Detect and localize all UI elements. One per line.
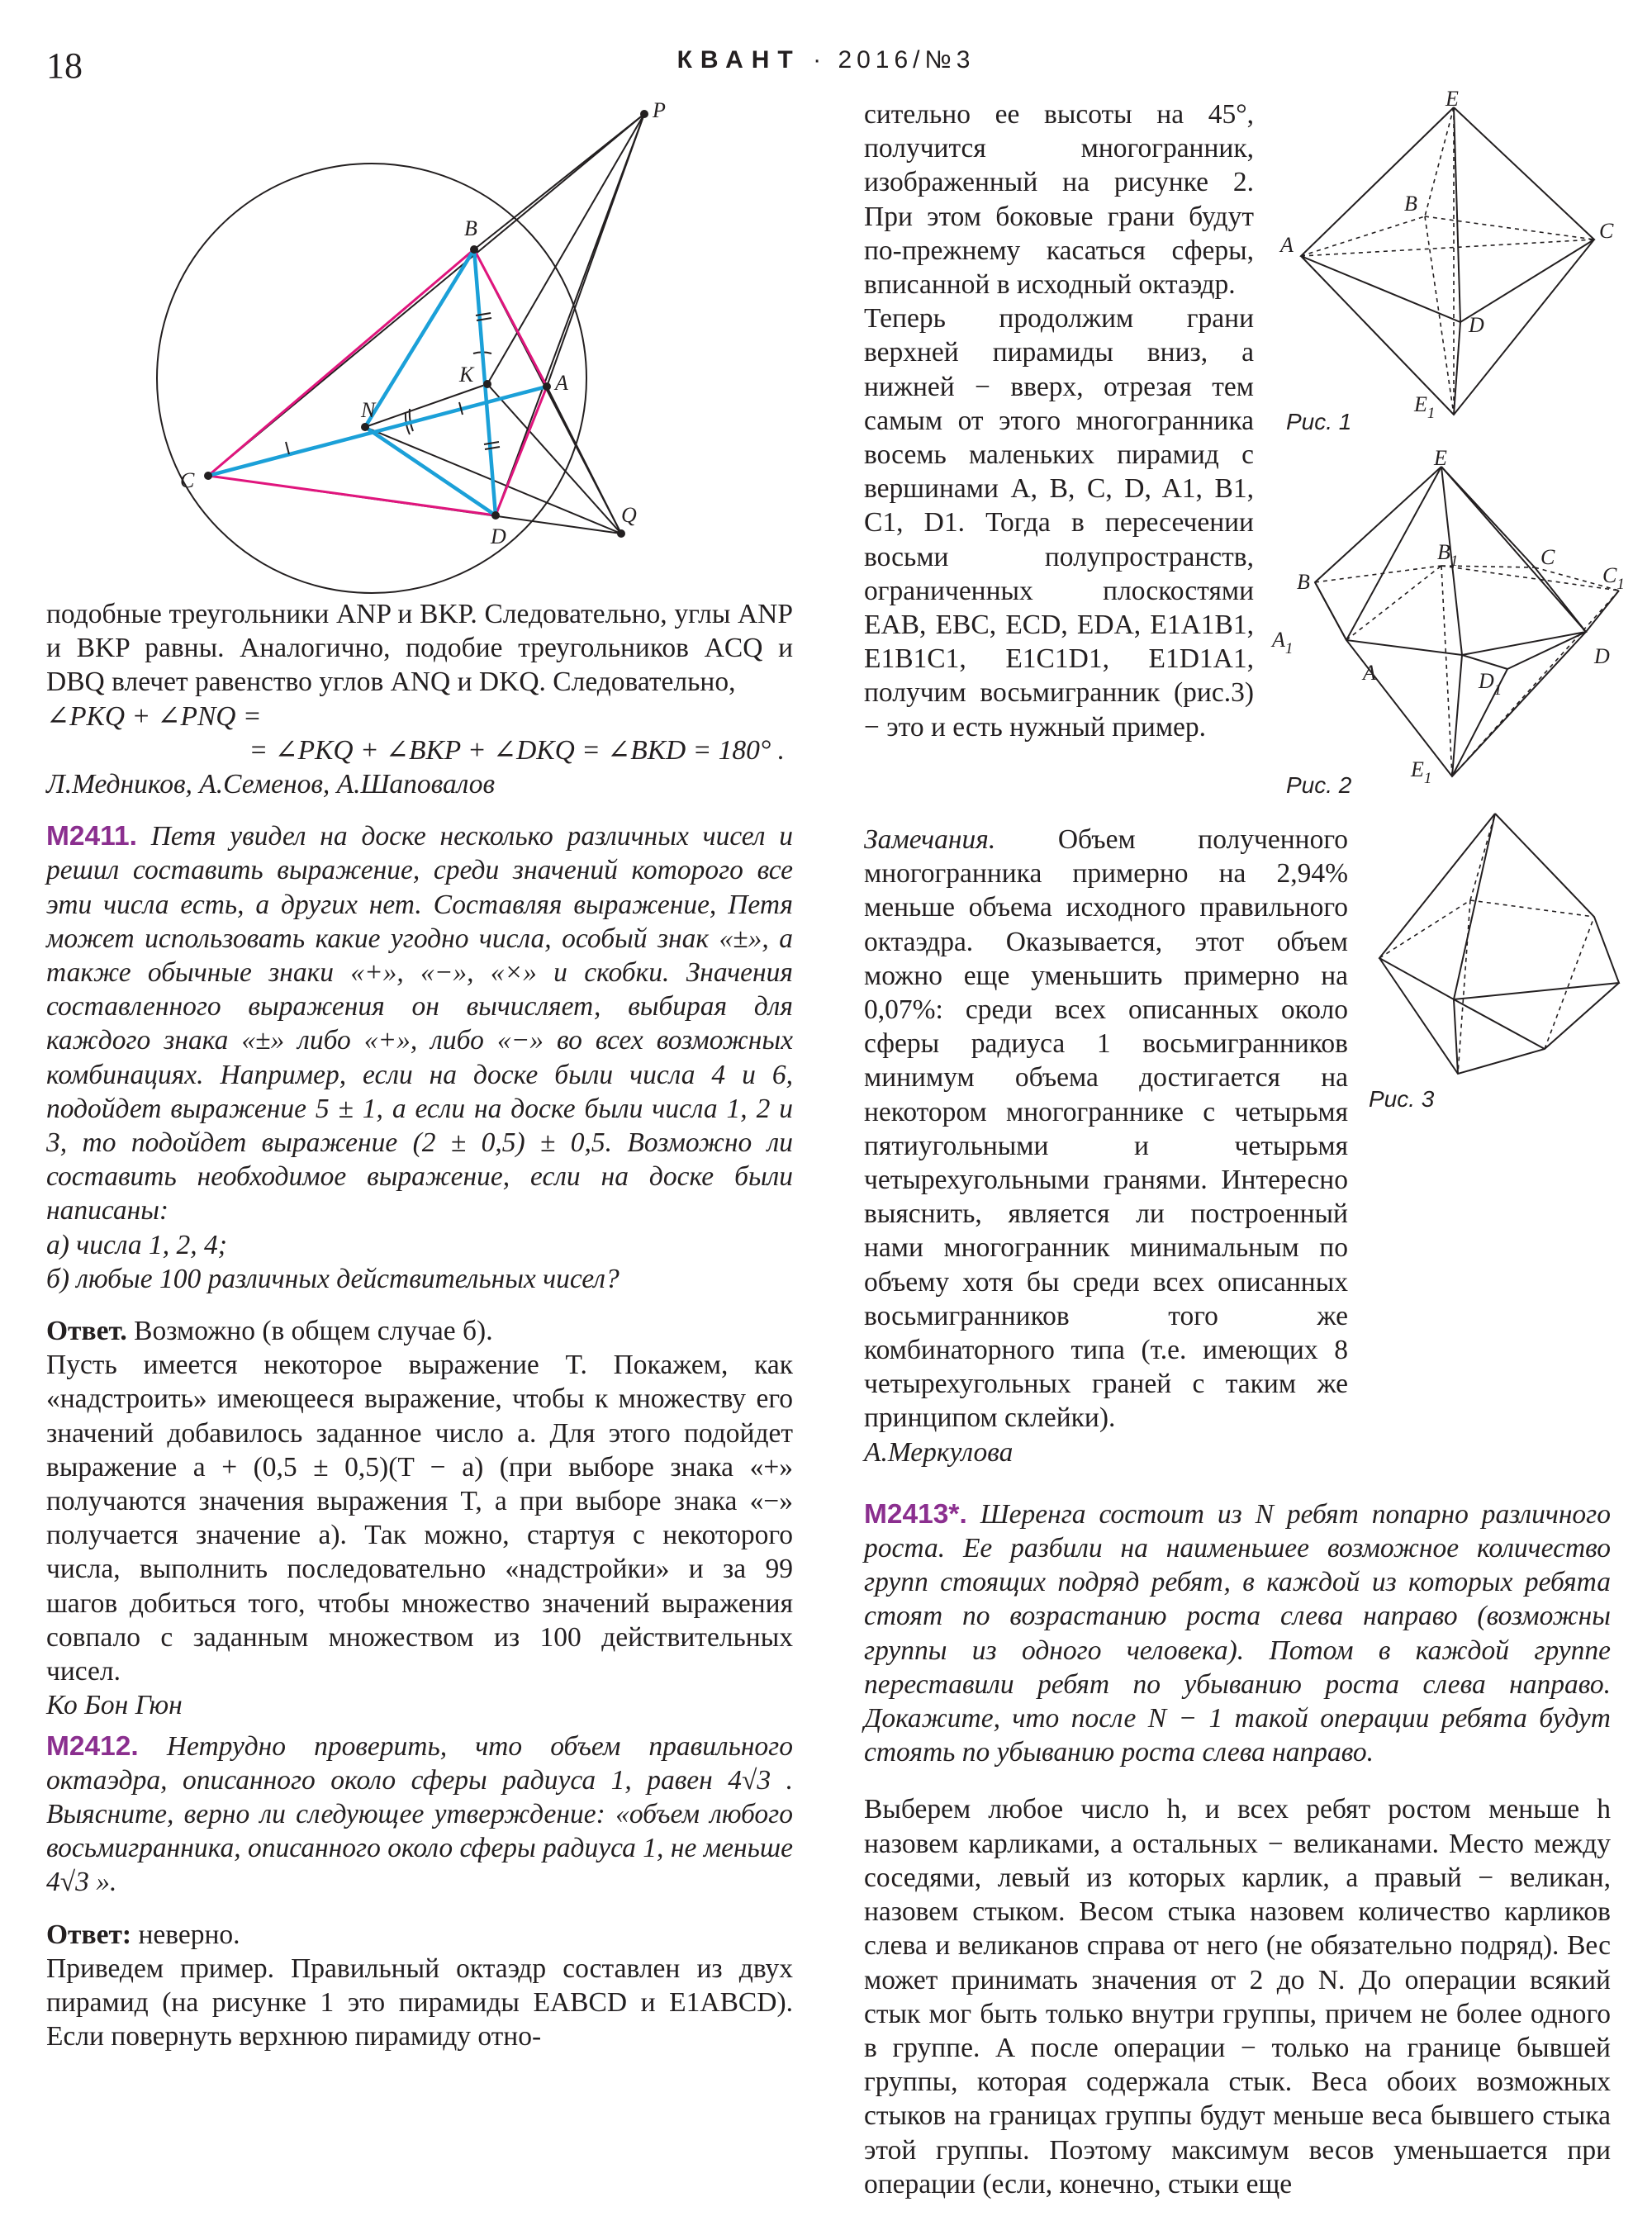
label-N: N xyxy=(361,398,376,422)
octa1-label-C: C xyxy=(1599,219,1614,243)
octa2-label-C: C xyxy=(1540,545,1555,569)
octa1-label-E: E xyxy=(1446,87,1459,111)
octa2-EA1 xyxy=(1346,467,1441,640)
left-column xyxy=(46,597,793,2053)
octahedron-figure-2 xyxy=(1272,446,1635,789)
caption-fig3: Рис. 3 xyxy=(1369,1086,1435,1112)
signature-2: Ко Бон Гюн xyxy=(46,1690,183,1721)
octa1-label-D: D xyxy=(1469,313,1484,337)
octa2-AE1 xyxy=(1452,655,1462,776)
magazine-title: КВАНТ xyxy=(676,46,801,74)
segment-ND xyxy=(365,427,496,515)
answer-1 xyxy=(46,1314,793,1348)
problem-m2411-label: M2411. xyxy=(46,821,137,852)
point-B xyxy=(470,245,478,254)
label-C: C xyxy=(180,468,195,492)
octa2-A1B1-dashed xyxy=(1346,566,1441,640)
octa2-label-E1: $E_1$ xyxy=(1411,757,1432,787)
octa2-AD1 xyxy=(1462,655,1507,669)
circle-figure xyxy=(165,99,702,562)
segment-NB xyxy=(365,249,474,427)
right-column-lower xyxy=(864,823,1611,2201)
right-paragraph-2: Теперь продолжим грани верхней пирамиды вниз, а нижней − вверх, отрезая тем самым от этого многогранника восемь маленьких пирамид с вершинами A, B, C, D, A1, B1, C1, D1. Тогда в пересечении восьми полупространств, ограниченных плоскостями EAB, EBC, ECD, EDA, E1A1B1, E1B1C1, E1C1D1, E1D1A1, получим восьмигранник (рис.3) − это и есть нужный пример. xyxy=(864,303,1254,743)
octa1-label-A: A xyxy=(1280,233,1294,257)
remarks-text: Объем полученного многогранника примерно на 2,94% меньше объема исходного правильного октаэдра. Оказывается, этот объем можно еще уменьшить примерно на 0,07%: среди всех описанных около сферы радиуса 1 восьмигранников минимум объема достигается на некотором многограннике с четырьмя пятиугольными и четырьмя четырехугольными гранями. Интересно выяснить, является ли построенный нами многогранник минимальным по объему хотя бы среди всех описанных восьмигранников того же комбинаторного типа (т.е. имеющих 8 четырехугольных граней с таким же принципом склейки). xyxy=(864,824,1348,1434)
label-D: D xyxy=(491,524,506,548)
label-A: A xyxy=(555,371,568,395)
problem-m2411-text: Петя увидел на доске несколько различных чисел и решил составить выражение, среди значений которого все эти числа есть, а других нет. Составляя выражение, Петя может использовать какие угодно числа, особый знак «±», а также обычные знаки «+», «−», «×» и скобки. Значения составленного выражения он вычисляет, выбирая для каждого знака «±» либо «+», либо «−» во всех возможных комбинациях. Например, если на доске были числа 4 и 6, подойдет выражение 5 ± 1, а если на доске были числа 1, 2 и 3, то подойдет выражение (2 ± 0,5) ± 0,5. Возможно ли составить необходимое выражение, если на доске были написаны: xyxy=(46,821,793,1227)
octa2-label-D: D xyxy=(1594,644,1610,668)
running-header xyxy=(0,46,1652,74)
octa2-label-D1: $D_1$ xyxy=(1479,669,1502,699)
point-K xyxy=(483,380,491,388)
point-C xyxy=(204,472,212,480)
angle-arc-N xyxy=(410,409,413,431)
problem-m2412-label: M2412. xyxy=(46,1730,139,1762)
right-paragraph-1: сительно ее высоты на 45°, получится многогранник, изображенный на рисунке 2. При этом боковые грани будут по-прежнему касаться сферы, вписанной в исходный октаэдр. xyxy=(864,99,1254,301)
label-P: P xyxy=(653,98,666,122)
issue-number: 2016/№3 xyxy=(838,46,976,74)
problem-m2411-b: б) любые 100 различных действительных чисел? xyxy=(46,1263,620,1294)
octa1-label-B: B xyxy=(1404,192,1417,216)
octa1-ED xyxy=(1454,107,1460,322)
answer-2-text: неверно. xyxy=(138,1919,240,1950)
octa2-label-A: A xyxy=(1363,661,1376,685)
header-separator: · xyxy=(813,46,827,74)
answer-1-label: Ответ. xyxy=(46,1316,127,1347)
octa2-label-C1: $C_1$ xyxy=(1602,563,1625,593)
left-paragraph-1: подобные треугольники ANP и BKP. Следовательно, углы ANP и BKP равны. Аналогично, подобие треугольников ACQ и DBQ влечет равенство углов ANQ и DKQ. Следовательно, xyxy=(46,599,793,698)
circle xyxy=(157,164,586,593)
left-paragraph-2: Пусть имеется некоторое выражение T. Покажем, как «надстроить» имеющееся выражение, чтобы к множеству его значений добавилось заданное число a. Для этого подойдет выражение a + (0,5 ± 0,5)(T − a) (при выборе знака «+» получаются значения выражения T, а при выборе знака «−» получается значение a). Так можно, стартуя с некоторого числа, выполнить последовательно «надстройки» и за 99 шагов добиться того, чтобы множество значений выражения совпало с заданным множеством из 100 действительных чисел. xyxy=(46,1350,793,1687)
octa2-B1E1-dashed xyxy=(1441,566,1452,776)
problem-m2412-text: Нетрудно проверить, что объем правильного октаэдра, описанного около сферы радиуса 1, равен 4√3 . Выясните, верно ли следующее утверждение: «объем любого восьмигранника, описанного около сферы радиуса 1, не меньше 4√3 ». xyxy=(46,1730,794,1898)
quadrilateral-BADC xyxy=(208,249,547,515)
octa1-EB-dashed xyxy=(1425,107,1454,216)
signature-3: А.Меркулова xyxy=(864,1436,1014,1468)
octa2-label-A1: $A_1$ xyxy=(1272,628,1294,657)
right-paragraph-3 xyxy=(864,823,1348,1435)
page-number: 18 xyxy=(46,45,83,86)
octa2-label-E: E xyxy=(1434,446,1447,470)
answer-2-label: Ответ: xyxy=(46,1919,132,1950)
right-paragraph-4: Выберем любое число h, и всех ребят ростом меньше h назовем карликами, а остальных − великанами. Место между соседями, левый из которых карлик, а правый − великан, назовем стыком. Весом стыка назовем количество карликов слева и великанов справа от него (не обязательно подряд). Вес может принимать значения от 2 до N. До операции всякий стык мог быть только внутри группы, причем не более одного в группе. А после операции − только на границе бывшей группы, которая содержала стык. Веса обоих возможных стыков на границах группы будут меньше веса бывшего стыка этой группы. Поэтому максимум весов уменьшается при операции (если, конечно, стыки еще xyxy=(864,1794,1611,2199)
right-column-narrow xyxy=(864,97,1254,744)
remarks-label: Замечания. xyxy=(864,824,996,855)
answer-2 xyxy=(46,1918,793,1952)
point-P xyxy=(640,110,648,118)
problem-m2413 xyxy=(864,1497,1611,1770)
caption-fig1: Рис. 1 xyxy=(1286,409,1352,434)
point-D xyxy=(491,511,500,520)
equation-line-1: ∠PKQ + ∠PNQ = xyxy=(46,700,262,732)
label-Q: Q xyxy=(621,503,637,527)
label-K: K xyxy=(459,363,474,387)
line-PK xyxy=(487,114,644,384)
octa1-outline-top xyxy=(1301,107,1594,322)
problem-m2413-label: M2413*. xyxy=(864,1498,967,1530)
tick-4 xyxy=(485,447,500,449)
octa2-D1D xyxy=(1507,632,1586,669)
equation-line-2: = ∠PKQ + ∠BKP + ∠DKQ = ∠BKD = 180° . xyxy=(249,734,785,766)
problem-m2413-text: Шеренга состоит из N ребят попарно различного роста. Ее разбили на наименьшее возможное количество групп стоящих подряд ребят, в каждой из которых ребята стоят по возрастанию роста слева направо (возможны группы из одного человека). Потом в каждой группе переставили ребят по убыванию роста слева направо. Докажите, что после N − 1 такой операции ребята будут стоять по убыванию роста слева направо. xyxy=(864,1498,1612,1768)
octa1-AC-dashed xyxy=(1301,240,1594,256)
octa1-BE1-dashed xyxy=(1425,216,1454,415)
point-Q xyxy=(617,529,625,538)
answer-1-text: Возможно (в общем случае б). xyxy=(134,1316,493,1347)
octa2-B1C1-dashed xyxy=(1441,566,1619,591)
signature-1: Л.Медников, А.Семенов, А.Шаповалов xyxy=(46,769,496,800)
line-KQ xyxy=(487,384,621,534)
octa1-label-E1: $E_1$ xyxy=(1414,392,1436,422)
problem-m2412 xyxy=(46,1730,793,1900)
octa1-AB-dashed xyxy=(1301,216,1425,256)
octa2-label-B1: $B_1$ xyxy=(1437,540,1459,570)
octa2-label-B: B xyxy=(1297,570,1310,594)
caption-fig2: Рис. 2 xyxy=(1286,772,1352,798)
left-paragraph-3: Приведем пример. Правильный октаэдр составлен из двух пирамид (на рисунке 1 это пирамиды EABCD и E1ABCD). Если повернуть верхнюю пирамиду отно- xyxy=(46,1953,793,2052)
label-B: B xyxy=(464,216,477,240)
octa2-ED xyxy=(1441,467,1586,632)
problem-m2411-a: а) числа 1, 2, 4; xyxy=(46,1229,227,1260)
octa1-BC-dashed xyxy=(1425,216,1594,240)
octa2-BB1-dashed xyxy=(1315,566,1441,582)
point-N xyxy=(361,423,369,431)
problem-m2411 xyxy=(46,819,793,1227)
tick-5 xyxy=(286,442,289,454)
point-A xyxy=(543,382,551,391)
octa1-DE1 xyxy=(1454,322,1460,415)
